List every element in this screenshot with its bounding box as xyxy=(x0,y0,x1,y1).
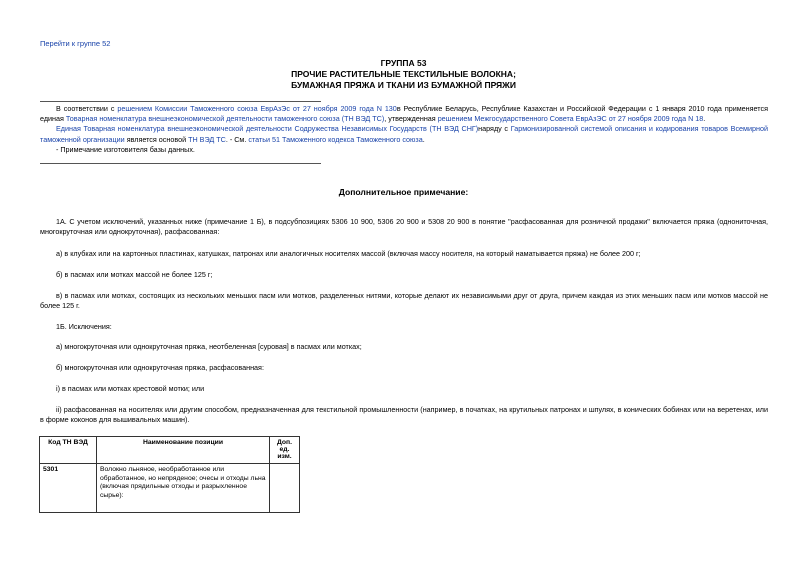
table-row xyxy=(40,464,300,513)
additional-note-heading: Дополнительное примечание: xyxy=(338,187,469,197)
para-1a: 1А. С учетом исключений, указанных ниже (примечание 1 Б), в подсубпозициях 5306 10 900, 5306 20 900 и 5308 20 900 в понятие "расфасованная для розничной продажи" включается пряжа (однониточная, многокруточная или однокруточная), расфасованная: xyxy=(40,217,768,237)
commission-decision-link[interactable]: решением Комиссии Таможенного союза ЕврАзЭс от 27 ноября 2009 года N 130 xyxy=(117,104,397,113)
row-unit xyxy=(270,464,300,513)
back-to-group-52-link[interactable]: Перейти к группе 52 xyxy=(40,39,111,48)
note-paragraph-3: - Примечание изготовителя базы данных. xyxy=(56,144,195,154)
para-1a-a: а) в клубках или на картонных пластинах, катушках, патронах или аналогичных носителях массой (включая массу носителя, на который наматывается пряжа) не более 200 г; xyxy=(56,249,641,258)
para-1b-i: i) в пасмах или мотках крестовой мотки; или xyxy=(56,384,205,393)
editor-note xyxy=(40,104,768,155)
tn-ved-ts-short-link[interactable]: ТН ВЭД ТС xyxy=(188,134,226,144)
harmonized-system-link[interactable]: Гармонизированной системой описания и кодирования товаров Всемирной таможенной организации xyxy=(40,124,768,144)
note-top-divider xyxy=(40,101,321,102)
group-subtitle-line1: ПРОЧИЕ РАСТИТЕЛЬНЫЕ ТЕКСТИЛЬНЫЕ ВОЛОКНА; xyxy=(291,69,516,79)
para-1a-c: в) в пасмах или мотках, состоящих из нескольких меньших пасм или мотков, разделенных нитями, которые делают их независимыми друг от друга, причем каждая из этих меньших пасм или мотков массой не более 125 г. xyxy=(40,291,768,311)
para-1a-b: б) в пасмах или мотках массой не более 125 г; xyxy=(56,270,213,279)
col-header-name: Наименование позиции xyxy=(97,437,270,464)
note-bottom-divider xyxy=(40,163,321,164)
tariff-table xyxy=(39,436,300,513)
customs-code-article-link[interactable]: статьи 51 Таможенного кодекса Таможенного союза xyxy=(248,134,423,144)
para-1b: 1Б. Исключения: xyxy=(56,322,112,331)
tn-ved-ts-link[interactable]: Товарная номенклатура внешнеэкономической деятельности таможенного союза (ТН ВЭД ТС) xyxy=(65,114,385,124)
note-paragraph-1: В соответствии с решением Комиссии Таможенного союза ЕврАзЭс от 27 ноября 2009 года N 130в Республике Беларусь, Республике Казахстан и Российской Федерации с 1 января 2010 года применяется единая Товарная номенклатура внешнеэкономической деятельности таможенного союза (ТН ВЭД ТС), утвержденная решением Межгосударственного Совета ЕврАзЭС от 27 ноября 2009 года N 18. xyxy=(40,104,768,124)
para-1b-ii: ii) расфасованная на носителях или другим способом, предназначенная для текстильной промышленности (например, в початках, на крутильных патронах и шпулях, в конических бобинах или на веретенах, или в форме коконов для вышивальных машин). xyxy=(40,405,768,425)
col-header-unit: Доп. ед. изм. xyxy=(270,437,300,464)
row-code: 5301 xyxy=(40,464,97,513)
tn-ved-sng-link[interactable]: Единая Товарная номенклатура внешнеэкономической деятельности Содружества Независимых Государств (ТН ВЭД СНГ) xyxy=(56,124,479,134)
table-header-row xyxy=(40,437,300,464)
note-paragraph-2: Единая Товарная номенклатура внешнеэкономической деятельности Содружества Независимых Государств (ТН ВЭД СНГ)наряду с Гармонизированной системой описания и кодирования товаров Всемирной таможенной организации является основой ТН ВЭД ТС. - См. статьи 51 Таможенного кодекса Таможенного союза. xyxy=(40,124,768,144)
group-subtitle-line2: БУМАЖНАЯ ПРЯЖА И ТКАНИ ИЗ БУМАЖНОЙ ПРЯЖИ xyxy=(291,80,516,90)
row-name: Волокно льняное, необработанное или обработанное, но непряденое; очесы и отходы льна (включая прядильные отходы и разрыхленное сырье): xyxy=(97,464,270,513)
para-1b-a: а) многокруточная или однокруточная пряжа, неотбеленная [суровая] в пасмах или мотках; xyxy=(56,342,362,351)
col-header-code: Код ТН ВЭД xyxy=(40,437,97,464)
para-1b-b: б) многокруточная или однокруточная пряжа, расфасованная: xyxy=(56,363,264,372)
council-decision-link[interactable]: решением Межгосударственного Совета ЕврАзЭС от 27 ноября 2009 года N 18 xyxy=(437,114,704,124)
group-title: ГРУППА 53 xyxy=(380,58,427,68)
